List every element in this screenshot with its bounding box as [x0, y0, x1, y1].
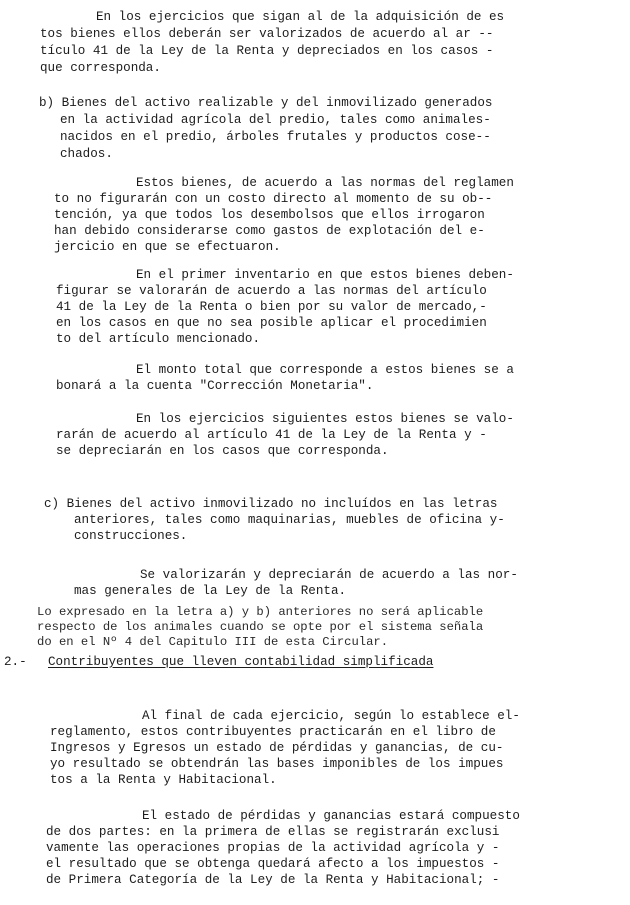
text-line: 41 de la Ley de la Renta o bien por su valor de mercado,-: [56, 300, 487, 314]
text-line: construcciones.: [74, 529, 188, 543]
text-line: to del artículo mencionado.: [56, 332, 261, 346]
text-line: Estos bienes, de acuerdo a las normas del reglamen: [136, 176, 514, 190]
text-line: en la actividad agrícola del predio, tales como animales-: [60, 113, 491, 127]
text-line: to no figurarán con un costo directo al momento de su ob--: [54, 192, 493, 206]
text-line: tos a la Renta y Habitacional.: [50, 773, 277, 787]
text-line: el resultado que se obtenga quedará afecto a los impuestos -: [46, 857, 500, 871]
text-line: b) Bienes del activo realizable y del inmovilizado generados: [39, 96, 493, 110]
text-line: de dos partes: en la primera de ellas se registrarán exclusi: [46, 825, 500, 839]
text-line: bonará a la cuenta "Corrección Monetaria".: [56, 379, 374, 393]
text-line: En el primer inventario en que estos bienes deben-: [136, 268, 514, 282]
text-line: tención, ya que todos los desembolsos que ellos irrogaron: [54, 208, 485, 222]
text-line: do en el Nº 4 del Capitulo III de esta Circular.: [37, 635, 389, 649]
section-number: 2.-: [4, 655, 27, 669]
text-line: vamente las operaciones propias de la actividad agrícola y -: [46, 841, 500, 855]
text-line: respecto de los animales cuando se opte por el sistema señala: [37, 620, 484, 634]
text-line: Ingresos y Egresos un estado de pérdidas y ganancias, de cu-: [50, 741, 504, 755]
text-line: rarán de acuerdo al artículo 41 de la Ley de la Renta y -: [56, 428, 487, 442]
text-line: figurar se valorarán de acuerdo a las normas del artículo: [56, 284, 487, 298]
text-line: nacidos en el predio, árboles frutales y productos cose--: [60, 130, 491, 144]
text-line: de Primera Categoría de la Ley de la Renta y Habitacional; -: [46, 873, 500, 887]
text-line: Al final de cada ejercicio, según lo establece el-: [142, 709, 520, 723]
text-line: jercicio en que se efectuaron.: [54, 240, 281, 254]
text-line: En los ejercicios que sigan al de la adquisición de es: [96, 10, 505, 24]
text-line: han debido considerarse como gastos de explotación del e-: [54, 224, 485, 238]
text-line: El estado de pérdidas y ganancias estará compuesto: [142, 809, 520, 823]
text-line: en los casos en que no sea posible aplicar el procedimien: [56, 316, 487, 330]
section-title: Contribuyentes que lleven contabilidad simplificada: [48, 655, 434, 669]
text-line: anteriores, tales como maquinarias, muebles de oficina y-: [74, 513, 505, 527]
text-line: se depreciarán en los casos que corresponda.: [56, 444, 389, 458]
text-line: tos bienes ellos deberán ser valorizados de acuerdo al ar --: [40, 27, 494, 41]
text-line: mas generales de la Ley de la Renta.: [74, 584, 347, 598]
text-line: yo resultado se obtendrán las bases imponibles de los impues: [50, 757, 504, 771]
text-line: Lo expresado en la letra a) y b) anteriores no será aplicable: [37, 605, 484, 619]
text-line: El monto total que corresponde a estos bienes se a: [136, 363, 514, 377]
text-line: Se valorizarán y depreciarán de acuerdo a las nor-: [140, 568, 518, 582]
text-line: reglamento, estos contribuyentes practicarán en el libro de: [50, 725, 496, 739]
text-line: tículo 41 de la Ley de la Renta y depreciados en los casos -: [40, 44, 494, 58]
text-line: En los ejercicios siguientes estos bienes se valo-: [136, 412, 514, 426]
text-line: chados.: [60, 147, 113, 161]
text-line: c) Bienes del activo inmovilizado no incluídos en las letras: [44, 497, 498, 511]
text-line: que corresponda.: [40, 61, 161, 75]
